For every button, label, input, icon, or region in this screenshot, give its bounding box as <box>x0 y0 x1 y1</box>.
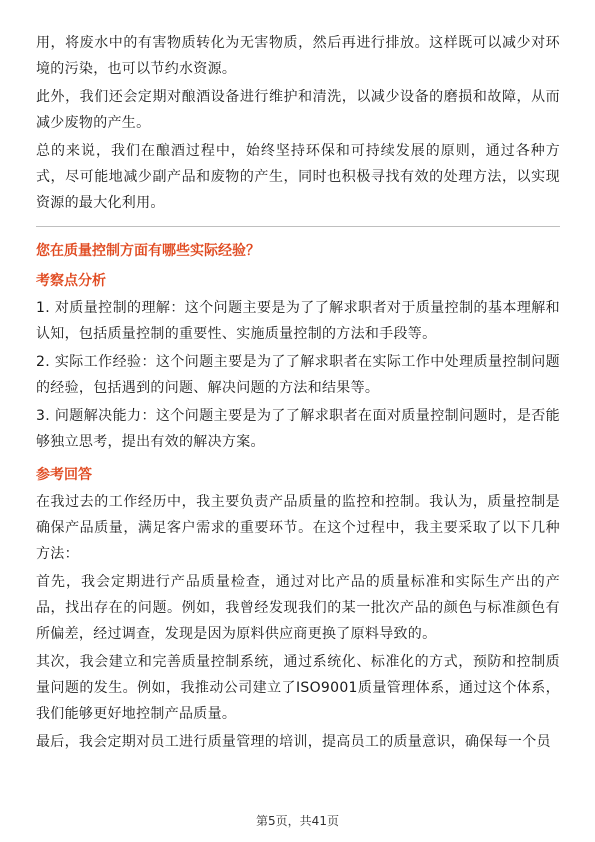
analysis-item: 1. 对质量控制的理解：这个问题主要是为了了解求职者对于质量控制的基本理解和认知，包括质量控制的重要性、实施质量控制的方法和手段等。 <box>36 300 560 342</box>
answer-title: 参考回答 <box>36 467 92 483</box>
section-divider <box>36 226 560 227</box>
document-page <box>36 30 560 757</box>
analysis-title: 考察点分析 <box>36 273 106 289</box>
intro-paragraph: 总的来说，我们在酿酒过程中，始终坚持环保和可持续发展的原则，通过各种方式，尽可能地减少副产品和废物的产生，同时也积极寻找有效的处理方法，以实现资源的最大化利用。 <box>36 143 560 211</box>
page-footer: 第5页，共41页 <box>256 814 339 828</box>
answer-paragraph: 在我过去的工作经历中，我主要负责产品质量的监控和控制。我认为，质量控制是确保产品质量，满足客户需求的重要环节。在这个过程中，我主要采取了以下几种方法： <box>36 494 560 562</box>
intro-paragraph: 用，将废水中的有害物质转化为无害物质，然后再进行排放。这样既可以减少对环境的污染，也可以节约水资源。 <box>36 35 560 77</box>
question-heading: 您在质量控制方面有哪些实际经验？ <box>36 243 260 259</box>
analysis-item: 2. 实际工作经验：这个问题主要是为了了解求职者在实际工作中处理质量控制问题的经验，包括遇到的问题、解决问题的方法和结果等。 <box>36 354 560 396</box>
answer-paragraph: 最后，我会定期对员工进行质量管理的培训，提高员工的质量意识，确保每一个员 <box>36 734 551 750</box>
answer-paragraph: 首先，我会定期进行产品质量检查，通过对比产品的质量标准和实际生产出的产品，找出存在的问题。例如，我曾经发现我们的某一批次产品的颜色与标准颜色有所偏差，经过调查，发现是因为原料供应商更换了原料导致的。 <box>36 574 560 642</box>
intro-paragraph: 此外，我们还会定期对酿酒设备进行维护和清洗，以减少设备的磨损和故障，从而减少废物的产生。 <box>36 89 560 131</box>
answer-paragraph: 其次，我会建立和完善质量控制系统，通过系统化、标准化的方式，预防和控制质量问题的发生。例如，我推动公司建立了ISO9001质量管理体系，通过这个体系，我们能够更好地控制产品质量。 <box>36 654 560 722</box>
analysis-item: 3. 问题解决能力：这个问题主要是为了了解求职者在面对质量控制问题时，是否能够独立思考，提出有效的解决方案。 <box>36 408 560 450</box>
